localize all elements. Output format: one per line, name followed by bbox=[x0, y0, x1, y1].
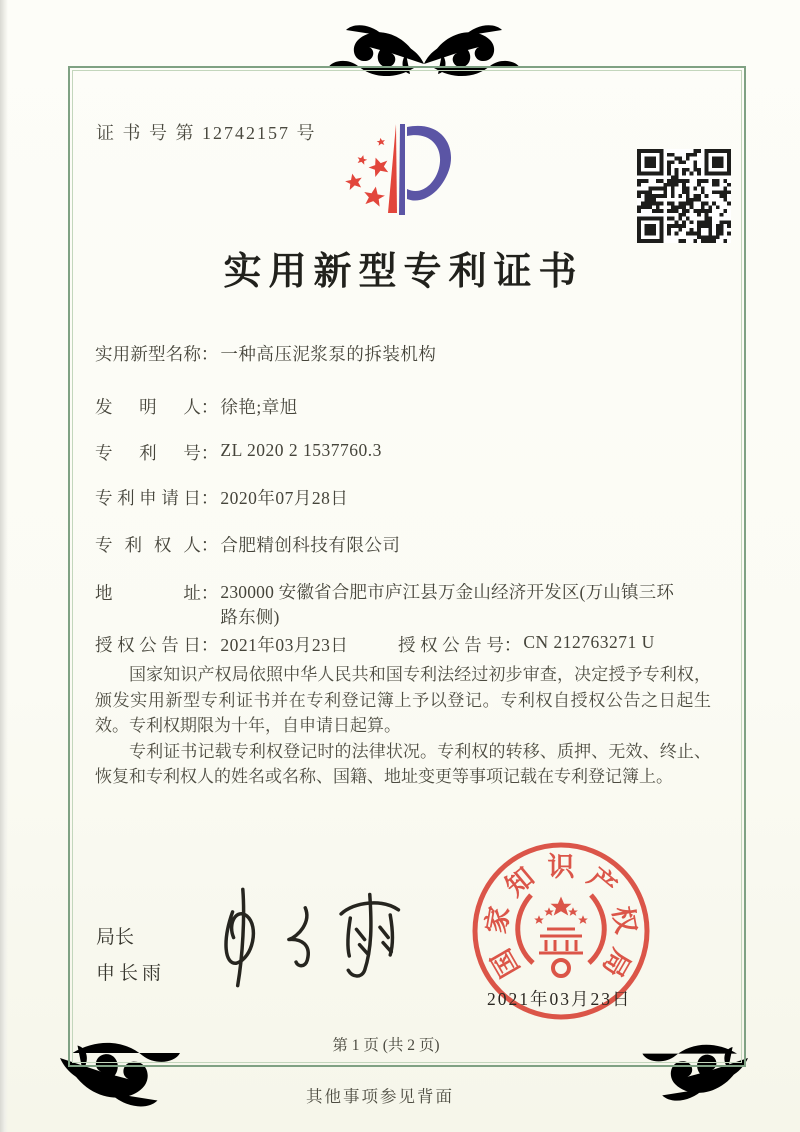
field-label: 发明人 bbox=[95, 397, 201, 417]
director-signature bbox=[208, 882, 423, 992]
director-name: 申长雨 bbox=[96, 963, 166, 984]
field-row-grant bbox=[95, 632, 711, 657]
page-number: 第 1 页 (共 2 页) bbox=[332, 1037, 440, 1054]
colon: ： bbox=[200, 344, 219, 364]
colon: ： bbox=[200, 583, 219, 603]
field-label: 专利权人 bbox=[95, 535, 201, 555]
back-side-note: 其他事项参见背面 bbox=[306, 1087, 454, 1106]
svg-text:局: 局 bbox=[596, 943, 637, 983]
field-value: 2020年07月28日 bbox=[220, 488, 349, 508]
colon: ： bbox=[200, 443, 219, 463]
grant-date-value: 2021年03月23日 bbox=[220, 635, 349, 655]
legal-paragraph-1: 国家知识产权局依照中华人民共和国专利法经过初步审查，决定授予专利权，颁发实用新型专利证书并在专利登记簿上予以登记。专利权自授权公告之日起生效。专利权期限为十年，自申请日起算。 bbox=[95, 665, 711, 735]
svg-text:产: 产 bbox=[582, 861, 623, 903]
colon: ： bbox=[200, 635, 219, 655]
national-emblem-icon bbox=[518, 895, 605, 976]
svg-text:知: 知 bbox=[499, 861, 540, 903]
field-row-name bbox=[95, 341, 711, 366]
colon: ： bbox=[200, 535, 219, 555]
svg-text:国: 国 bbox=[485, 943, 526, 983]
grant-number-label: 授权公告号 bbox=[398, 635, 504, 655]
field-row-inventor bbox=[95, 394, 711, 419]
colon: ： bbox=[200, 397, 219, 417]
seal-text-arc bbox=[481, 852, 641, 982]
director-title: 局长 bbox=[96, 927, 135, 948]
qr-code bbox=[637, 149, 731, 243]
svg-text:识: 识 bbox=[547, 852, 575, 882]
grant-date-label: 授权公告日 bbox=[95, 635, 201, 655]
field-label: 专利号 bbox=[95, 443, 201, 463]
grant-number-group bbox=[398, 632, 655, 657]
field-label: 专利申请日 bbox=[95, 488, 201, 508]
grant-number-value: CN 212763271 U bbox=[523, 632, 655, 652]
certificate-title: 实用新型专利证书 bbox=[223, 251, 584, 293]
legal-paragraph-2: 专利证书记载专利权登记时的法律状况。专利权的转移、质押、无效、终止、恢复和专利权人的姓名或名称、国籍、地址变更等事项记载在专利登记簿上。 bbox=[95, 741, 711, 786]
certificate-number: 证 书 号 第 12742157 号 bbox=[96, 123, 317, 143]
field-label: 地址 bbox=[95, 583, 201, 603]
legal-paragraphs bbox=[95, 662, 711, 790]
field-row-patent-number bbox=[95, 440, 711, 465]
field-value: 合肥精创科技有限公司 bbox=[220, 535, 401, 555]
field-value: 一种高压泥浆泵的拆装机构 bbox=[220, 344, 437, 364]
svg-text:家: 家 bbox=[480, 903, 516, 936]
field-label: 实用新型名称 bbox=[95, 344, 201, 364]
cnipa-logo bbox=[325, 112, 475, 232]
field-row-address bbox=[95, 580, 711, 630]
field-value: 徐艳;章旭 bbox=[220, 397, 298, 417]
field-value: ZL 2020 2 1537760.3 bbox=[220, 440, 382, 460]
field-row-patentee bbox=[95, 532, 711, 557]
svg-text:权: 权 bbox=[606, 903, 642, 936]
colon: ： bbox=[503, 635, 522, 655]
field-row-filing-date bbox=[95, 485, 711, 510]
scan-edge-shadow bbox=[0, 0, 8, 1132]
seal-date: 2021年03月23日 bbox=[487, 989, 632, 1009]
colon: ： bbox=[200, 488, 219, 508]
field-value: 230000 安徽省合肥市庐江县万金山经济开发区(万山镇三环路东侧) bbox=[220, 582, 675, 627]
